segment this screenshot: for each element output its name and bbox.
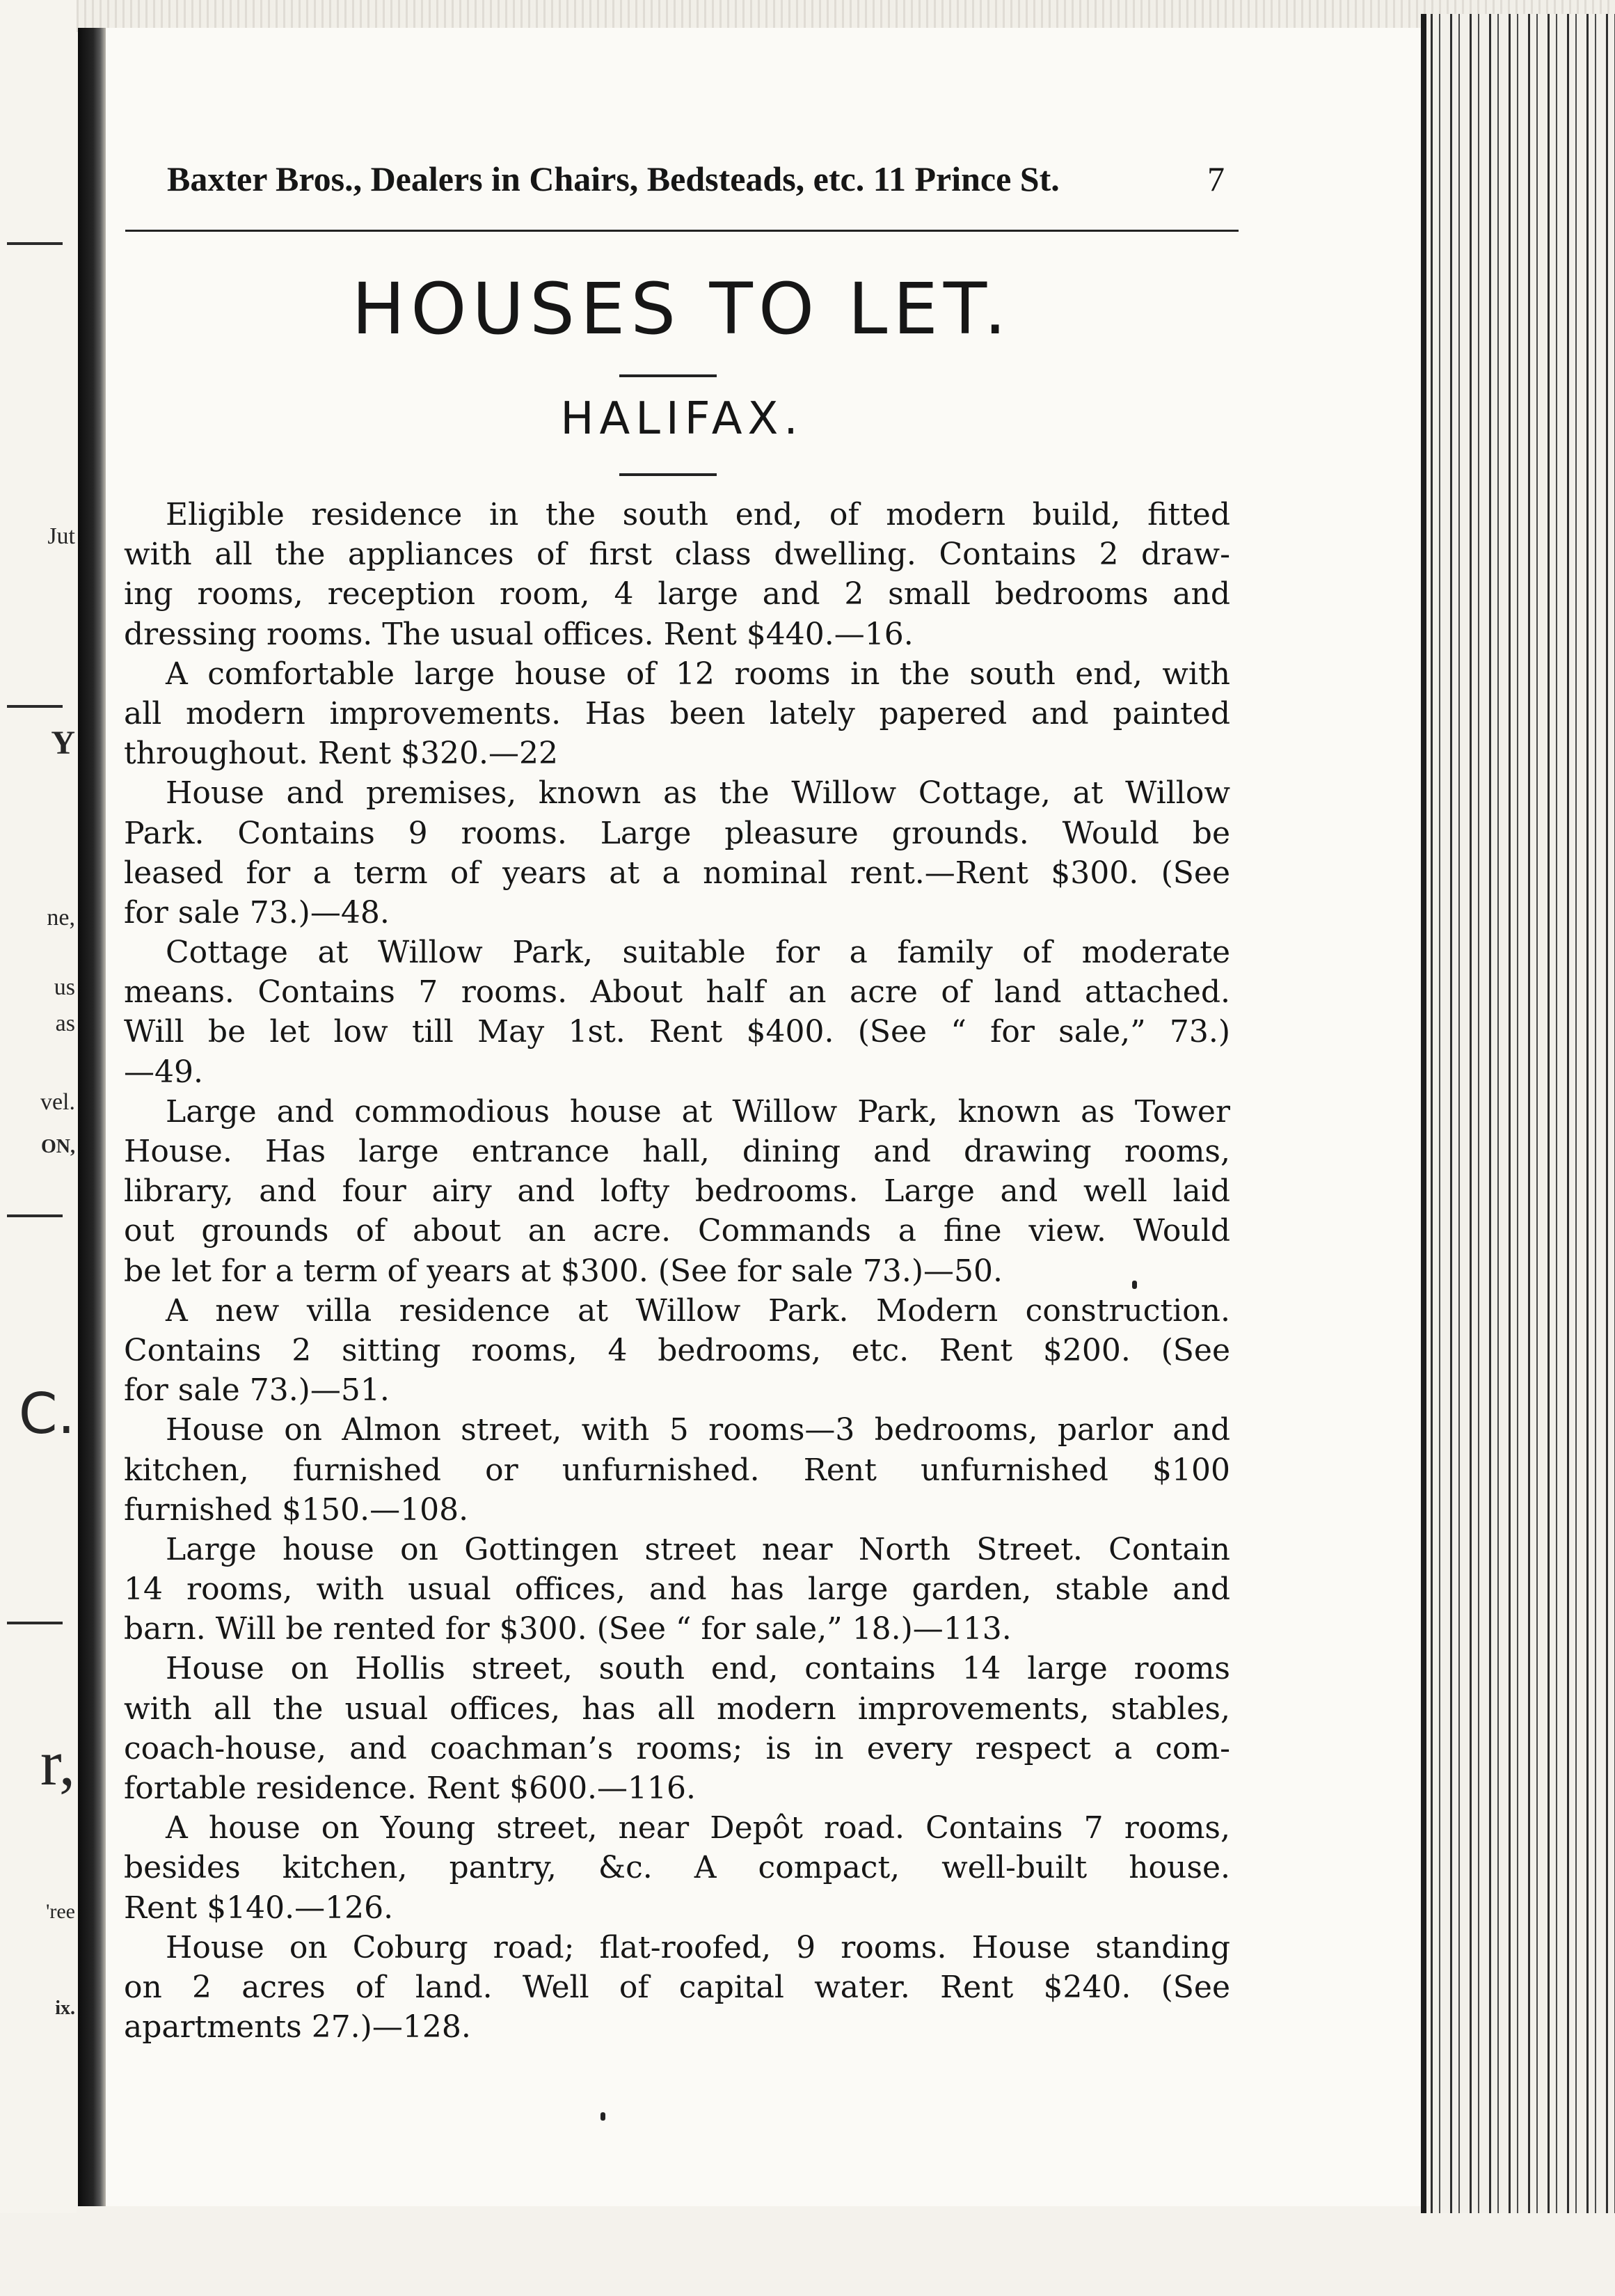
- body-line: House on Almon street, with 5 rooms—3 bedrooms, parlor and: [166, 1412, 1230, 1448]
- header-rule: [125, 230, 1239, 232]
- body-line: Eligible residence in the south end, of modern build, fitted: [166, 497, 1230, 532]
- body-line: —49.: [124, 1054, 203, 1090]
- body-line: coach-house, and coachman’s rooms; is in every respect a com-: [124, 1730, 1230, 1766]
- section-heading: HALIFAX.: [560, 393, 804, 445]
- body-line: furnished $150.—108.: [124, 1491, 469, 1528]
- facing-page-rule: [7, 242, 63, 245]
- body-line: apartments 27.)—128.: [124, 2009, 471, 2045]
- facing-page-fragment: r,: [40, 1727, 75, 1798]
- facing-page-fragment: C.: [18, 1381, 75, 1446]
- body-line: throughout. Rent $320.—22: [124, 736, 558, 772]
- title-rule: [619, 374, 717, 377]
- body-line: all modern improvements. Has been lately papered and painted: [124, 695, 1230, 731]
- body-line: fortable residence. Rent $600.—116.: [124, 1771, 697, 1806]
- section-rule: [619, 473, 717, 476]
- body-line: Cottage at Willow Park, suitable for a family of moderate: [166, 935, 1230, 971]
- body-line: Large house on Gottingen street near North Street. Contain: [166, 1531, 1230, 1567]
- body-line: House. Has large entrance hall, dining and drawing rooms,: [124, 1134, 1230, 1169]
- facing-page-fragment: Jut: [47, 523, 75, 549]
- facing-page-fragment: ne,: [47, 905, 75, 931]
- body-line: barn. Will be rented for $300. (See “ for sale,” 18.)—113.: [124, 1611, 1012, 1647]
- facing-page-fragment: Y: [51, 725, 75, 761]
- page-number: 7: [1207, 159, 1225, 198]
- body-line: Contains 2 sitting rooms, 4 bedrooms, etc. Rent $200. (See: [124, 1332, 1230, 1368]
- listings-text: [124, 495, 1230, 2047]
- body-line: A comfortable large house of 12 rooms in the south end, with: [166, 656, 1230, 692]
- body-line: leased for a term of years at a nominal rent.—Rent $300. (See: [124, 855, 1230, 891]
- body-line: be let for a term of years at $300. (See for sale 73.)—50.: [124, 1253, 1003, 1289]
- page-title: HOUSES TO LET.: [351, 268, 1012, 351]
- body-line: House on Coburg road; flat-roofed, 9 rooms. House standing: [166, 1929, 1230, 1965]
- body-line: means. Contains 7 rooms. About half an acre of land attached.: [124, 974, 1230, 1011]
- body-line: House on Hollis street, south end, contains 14 large rooms: [166, 1651, 1230, 1687]
- facing-page-strip: [0, 0, 77, 2213]
- body-line: for sale 73.)—51.: [124, 1372, 390, 1409]
- body-line: House and premises, known as the Willow Cottage, at Willow: [166, 775, 1230, 811]
- page-edges-stack: [1421, 14, 1615, 2213]
- body-line: with all the appliances of first class dwelling. Contains 2 draw-: [124, 537, 1230, 573]
- body-line: kitchen, furnished or unfurnished. Rent unfurnished $100: [124, 1452, 1230, 1488]
- body-line: Will be let low till May 1st. Rent $400. (See “ for sale,” 73.): [124, 1014, 1230, 1050]
- facing-page-rule: [7, 1214, 63, 1217]
- body-line: 14 rooms, with usual offices, and has large garden, stable and: [124, 1571, 1230, 1608]
- body-line: A house on Young street, near Depôt road. Contains 7 rooms,: [166, 1810, 1230, 1846]
- body-line: library, and four airy and lofty bedrooms. Large and well laid: [124, 1173, 1230, 1210]
- body-line: Rent $140.—126.: [124, 1890, 394, 1926]
- facing-page-fragment: ON,: [41, 1136, 75, 1157]
- facing-page-fragment: ix.: [55, 1997, 75, 2019]
- book-gutter-shadow: [78, 28, 106, 2206]
- print-speck: [600, 2112, 605, 2121]
- body-line: ing rooms, reception room, 4 large and 2 small bedrooms and: [124, 576, 1230, 612]
- print-speck: [1132, 1281, 1137, 1289]
- facing-page-rule: [7, 705, 63, 708]
- body-line: dressing rooms. The usual offices. Rent $440.—16.: [124, 616, 914, 652]
- facing-page-fragment: us: [54, 974, 75, 1000]
- body-line: for sale 73.)—48.: [124, 894, 390, 931]
- facing-page-fragment: vel.: [40, 1089, 75, 1115]
- body-line: Park. Contains 9 rooms. Large pleasure grounds. Would be: [124, 815, 1230, 851]
- running-header: [167, 159, 1225, 207]
- body-line: with all the usual offices, has all modern improvements, stables,: [124, 1691, 1230, 1727]
- facing-page-rule: [7, 1622, 63, 1624]
- body-line: out grounds of about an acre. Commands a fine view. Would: [124, 1213, 1230, 1249]
- facing-page-fragment: 'ree: [45, 1900, 75, 1923]
- header-advertisement: Baxter Bros., Dealers in Chairs, Bedsteads, etc. 11 Prince St.: [167, 159, 1060, 198]
- body-line: besides kitchen, pantry, &c. A compact, well-built house.: [124, 1850, 1230, 1886]
- body-line: Large and commodious house at Willow Park, known as Tower: [166, 1093, 1230, 1130]
- facing-page-fragment: as: [55, 1011, 75, 1036]
- body-line: on 2 acres of land. Well of capital water. Rent $240. (See: [124, 1969, 1230, 2005]
- body-line: A new villa residence at Willow Park. Modern construction.: [166, 1292, 1230, 1329]
